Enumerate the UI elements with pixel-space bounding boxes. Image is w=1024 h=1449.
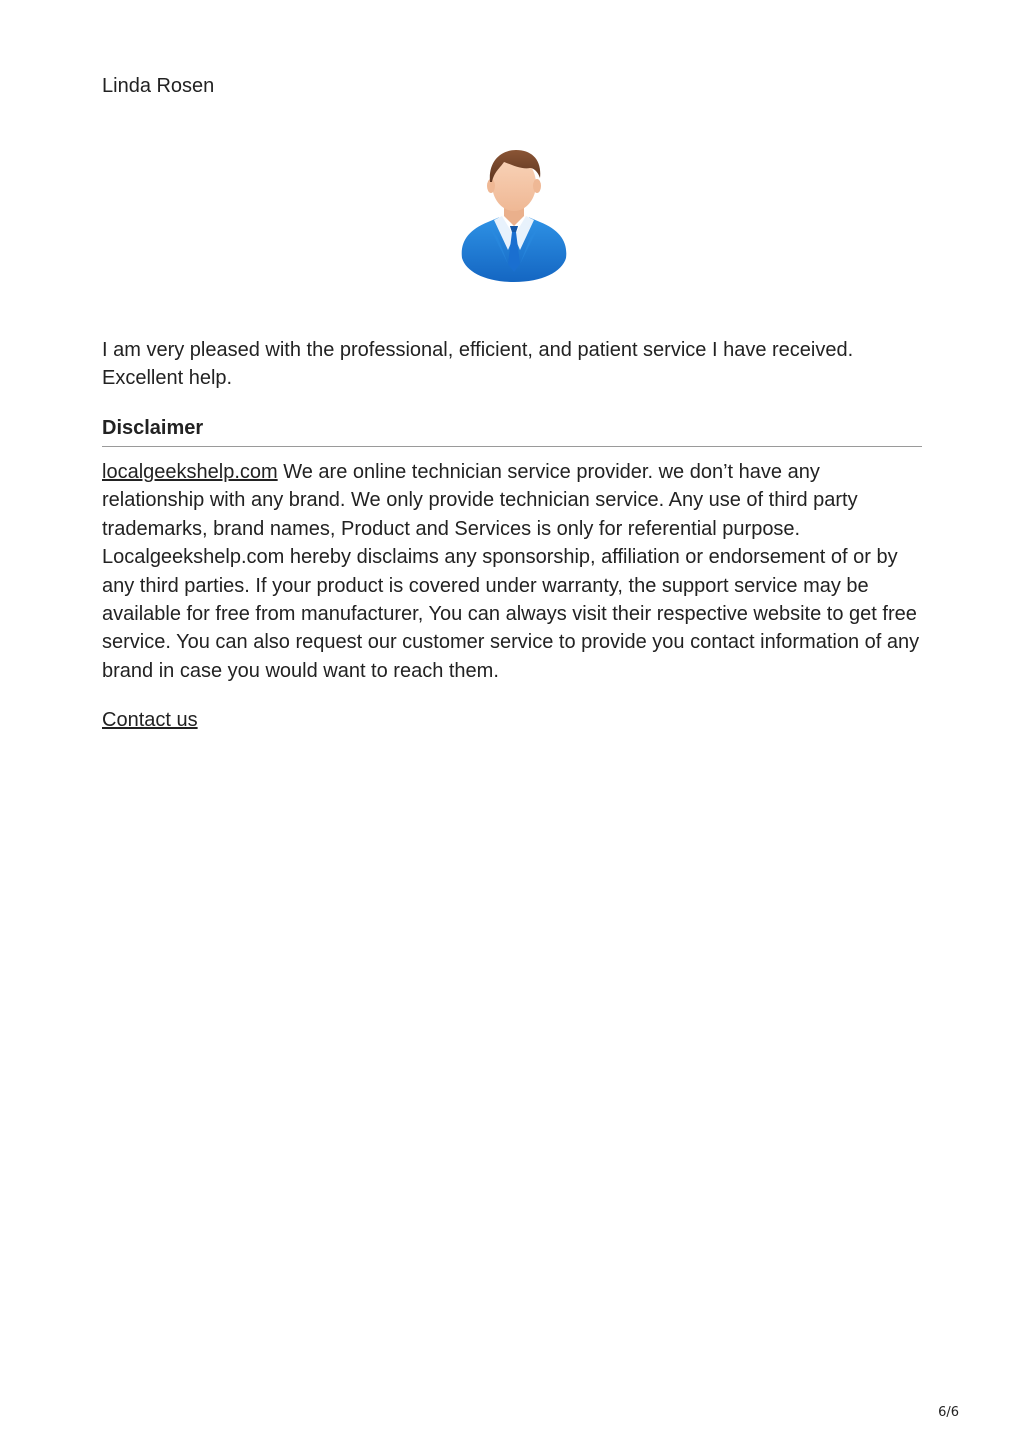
disclaimer-heading: Disclaimer: [102, 415, 922, 447]
contact-us-link[interactable]: Contact us: [102, 709, 198, 731]
contact-paragraph: [102, 707, 198, 733]
disclaimer-paragraph: [102, 458, 924, 685]
page-number: 6/6: [938, 1405, 959, 1420]
disclaimer-body: We are online technician service provider. we don’t have any relationship with any brand. We only provide technician service. Any use of third party trademarks, brand names, Product and Services is only for referential purpose. Localgeekshelp.com hereby disclaims any sponsorship, affiliation or endorsement of or by any third parties. If your product is covered under warranty, the support service may be available for free from manufacturer, You can always visit their respective website to get free service. You can also request our customer service to provide you contact information of any brand in case you would want to reach them.: [102, 461, 920, 682]
user-avatar-icon: [458, 146, 570, 284]
site-link[interactable]: localgeekshelp.com: [102, 461, 278, 483]
testimonial-text: I am very pleased with the professional, efficient, and patient service I have received. Excellent help.: [102, 339, 854, 390]
author-name: Linda Rosen: [102, 75, 215, 97]
